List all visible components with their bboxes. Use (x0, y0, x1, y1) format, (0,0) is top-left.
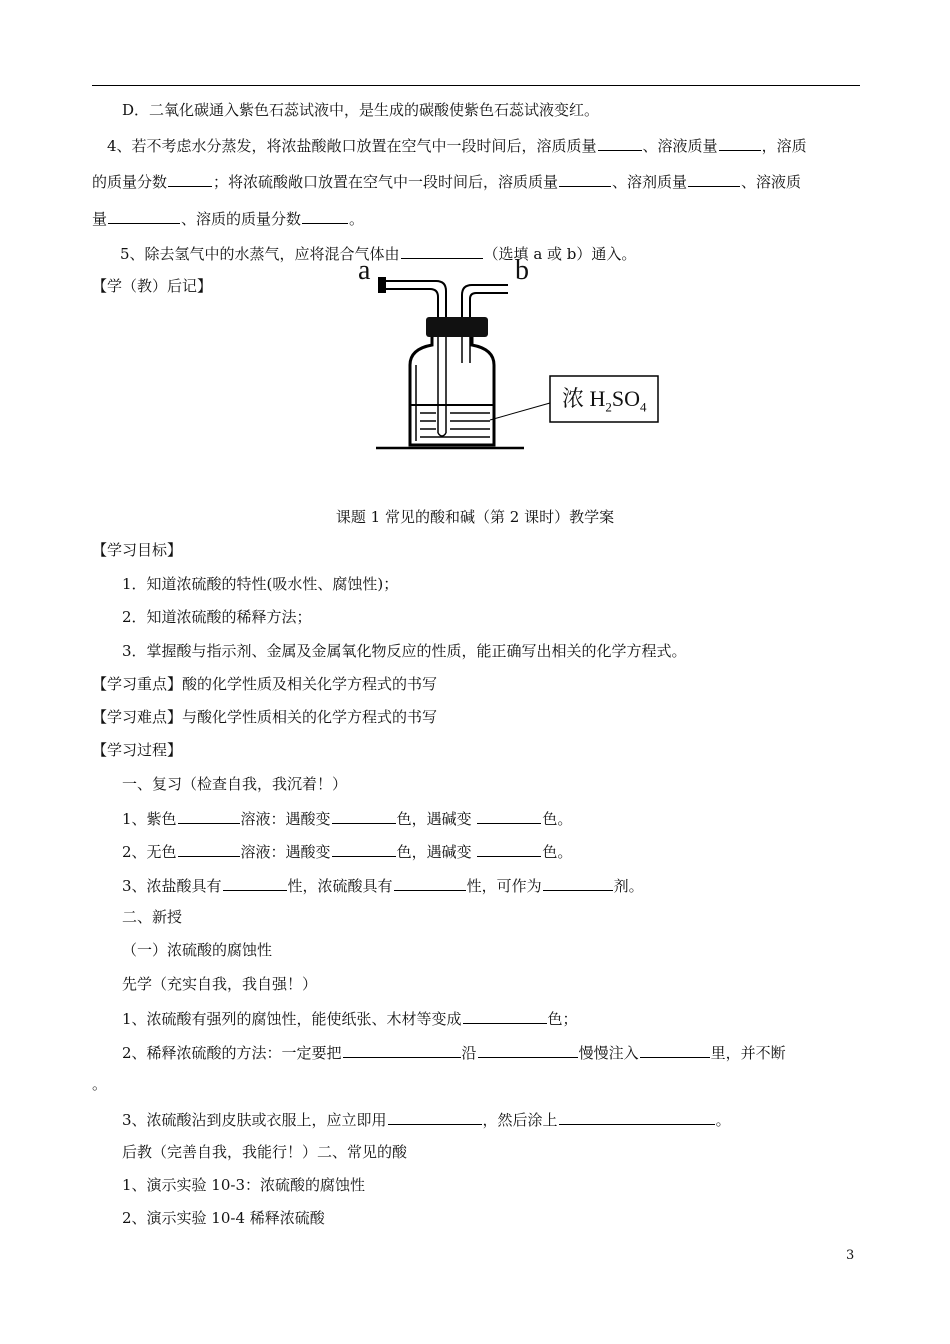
q4-text-j: 。 (349, 210, 365, 228)
answer-blank[interactable] (108, 207, 180, 224)
answer-blank[interactable] (478, 1041, 578, 1058)
text-part: 沿 (461, 1044, 477, 1062)
q5-text-a: 5、除去氢气中的水蒸气，应将混合气体由 (120, 245, 400, 263)
afterword-heading (92, 276, 212, 296)
question-4-line-2 (92, 170, 801, 192)
answer-blank[interactable] (302, 207, 348, 224)
option-d-text: D．二氧化碳通入紫色石蕊试液中，是生成的碳酸使紫色石蕊试液变红。 (122, 101, 600, 119)
goal-2: 2．知道浓硫酸的稀释方法； (122, 608, 312, 626)
pre-study-heading: 先学（充实自我，我自强！） (122, 975, 318, 993)
q4-text-b: 、溶液质量 (642, 137, 718, 155)
goal-3: 3．掌握酸与指示剂、金属及金属氧化物反应的性质，能正确写出相关的化学方程式。 (122, 642, 687, 660)
answer-blank[interactable] (543, 874, 613, 891)
answer-blank[interactable] (178, 807, 240, 824)
answer-blank[interactable] (332, 840, 396, 857)
text-part: 色，遇碱变 (396, 810, 472, 828)
q4-text-a: 4、若不考虑水分蒸发，将浓盐酸敞口放置在空气中一段时间后，溶质质量 (107, 137, 597, 155)
text-part: 溶液：遇酸变 (240, 843, 331, 861)
inlet-label-a: a (358, 255, 371, 286)
question-4-line-3 (92, 207, 364, 229)
text-part: 里，并不断 (710, 1044, 786, 1062)
q4-text-h: 量 (92, 210, 108, 228)
answer-blank[interactable] (463, 1007, 547, 1024)
text-part: 色。 (542, 843, 573, 861)
q5-text-b: （选填 a 或 b）通入。 (483, 245, 637, 263)
text-part: ，然后涂上 (482, 1111, 558, 1129)
text-part: 3、浓盐酸具有 (122, 877, 222, 895)
post-teaching-heading: 后教（完善自我，我能行！）二、常见的酸 (122, 1143, 408, 1161)
answer-blank[interactable] (477, 840, 541, 857)
q4-text-i: 、溶质的质量分数 (181, 210, 302, 228)
pre-study-item-1 (122, 1007, 578, 1029)
text-part: 色，遇碱变 (396, 843, 472, 861)
subsection-heading: （一）浓硫酸的腐蚀性 (122, 941, 273, 959)
text-part: 剂。 (613, 877, 644, 895)
text-part: 3、浓硫酸沾到皮肤或衣服上，应立即用 (122, 1111, 387, 1129)
pre-study-item-3 (122, 1108, 731, 1130)
review-item-2 (122, 840, 572, 862)
acid-label-part-2: SO (611, 386, 641, 411)
afterword-text: 【学（教）后记】 (92, 277, 213, 295)
page-number: 3 (846, 1248, 855, 1263)
text-part: 。 (715, 1111, 731, 1129)
text-part: 性，浓硫酸具有 (287, 877, 393, 895)
acid-label-part: 浓 H (562, 386, 606, 411)
q4-text-e: ；将浓硫酸敞口放置在空气中一段时间后，溶质质量 (213, 173, 559, 191)
answer-blank[interactable] (598, 134, 642, 151)
answer-blank[interactable] (178, 840, 240, 857)
question-4-line-1 (107, 134, 807, 156)
demo-experiment-2: 2、演示实验 10-4 稀释浓硫酸 (122, 1209, 325, 1227)
section-title: 课题 1 常见的酸和碱（第 2 课时）教学案 (335, 508, 615, 526)
text-part: 溶液：遇酸变 (240, 810, 331, 828)
learning-process-heading: 【学习过程】 (92, 741, 183, 759)
answer-blank[interactable] (388, 1108, 482, 1125)
answer-blank[interactable] (332, 807, 396, 824)
demo-experiment-1: 1、演示实验 10-3：浓硫酸的腐蚀性 (122, 1176, 366, 1194)
option-d-line (122, 100, 599, 120)
answer-blank[interactable] (394, 874, 466, 891)
learning-focus: 【学习重点】酸的化学性质及相关化学方程式的书写 (92, 675, 438, 693)
q4-text-f: 、溶剂质量 (612, 173, 688, 191)
answer-blank[interactable] (559, 1108, 715, 1125)
q4-text-d: 的质量分数 (92, 173, 168, 191)
text-part: 色； (547, 1010, 578, 1028)
concentrated-sulfuric-acid-label (562, 388, 647, 418)
pre-study-item-2 (122, 1041, 786, 1063)
text-part: 性，可作为 (466, 877, 542, 895)
goal-1: 1．知道浓硫酸的特性(吸水性、腐蚀性)； (122, 575, 399, 593)
acid-label-sub-2: 4 (640, 399, 647, 415)
text-part: 2、无色 (122, 843, 177, 861)
text-part: 1、浓硫酸有强列的腐蚀性，能使纸张、木材等变成 (122, 1010, 462, 1028)
text-part: 2、稀释浓硫酸的方法：一定要把 (122, 1044, 342, 1062)
answer-blank[interactable] (640, 1041, 710, 1058)
text-part: 1、紫色 (122, 810, 177, 828)
learning-goals-heading: 【学习目标】 (92, 541, 183, 559)
pre-study-item-2-cont: 。 (92, 1075, 108, 1093)
review-item-1 (122, 807, 572, 829)
text-part: 慢慢注入 (578, 1044, 639, 1062)
text-part: 色。 (542, 810, 573, 828)
acid-label-sub: 2 (605, 399, 612, 415)
learning-difficulty: 【学习难点】与酸化学性质相关的化学方程式的书写 (92, 708, 438, 726)
answer-blank[interactable] (559, 170, 611, 187)
new-lesson-heading: 二、新授 (122, 908, 183, 926)
answer-blank[interactable] (719, 134, 761, 151)
bottle-drawing (340, 255, 670, 460)
review-heading: 一、复习（检查自我，我沉着！） (122, 775, 348, 793)
answer-blank[interactable] (168, 170, 212, 187)
answer-blank[interactable] (223, 874, 287, 891)
answer-blank[interactable] (343, 1041, 461, 1058)
review-item-3 (122, 874, 644, 896)
header-rule (92, 85, 860, 86)
outlet-label-b: b (515, 255, 529, 286)
q4-text-c: ，溶质 (761, 137, 807, 155)
gas-washing-bottle-figure (340, 255, 670, 460)
answer-blank[interactable] (477, 807, 541, 824)
answer-blank[interactable] (688, 170, 740, 187)
q4-text-g: 、溶液质 (741, 173, 802, 191)
